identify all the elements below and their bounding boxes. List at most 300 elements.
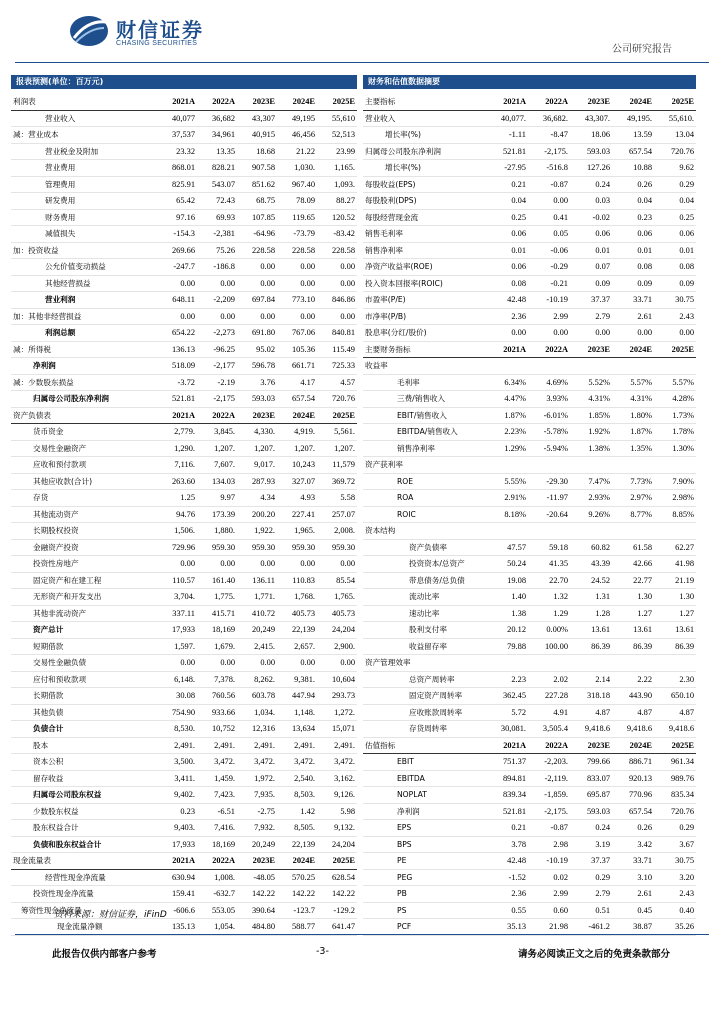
year-header: 2022A xyxy=(197,853,237,870)
table-row xyxy=(11,325,357,342)
table-cell: 7.73% xyxy=(612,473,654,490)
table-cell: 0.26 xyxy=(612,176,654,193)
row-label: 股利支付率 xyxy=(363,622,486,639)
table-cell: 0.09 xyxy=(612,275,654,292)
table-row xyxy=(363,622,696,639)
table-cell: 840.81 xyxy=(317,325,357,342)
table-cell: 0.23 xyxy=(157,803,197,820)
row-label: 资产管理效率 xyxy=(363,655,486,672)
table-row xyxy=(11,589,357,606)
table-row xyxy=(11,193,357,210)
table-cell: 630.94 xyxy=(157,869,197,886)
table-cell: 42.66 xyxy=(612,556,654,573)
table-cell: 2.23 xyxy=(486,671,528,688)
row-label: 公允价值变动损益 xyxy=(11,259,157,276)
table-row xyxy=(11,259,357,276)
year-header: 2022A xyxy=(528,94,570,110)
table-row xyxy=(363,440,696,457)
table-cell: 41.98 xyxy=(654,556,696,573)
table-cell: 97.16 xyxy=(157,209,197,226)
table-cell: -2,273 xyxy=(197,325,237,342)
row-label: 货币资金 xyxy=(11,424,157,441)
table-cell: -2,119. xyxy=(528,770,570,787)
table-cell: 257.07 xyxy=(317,506,357,523)
table-cell: 1.78% xyxy=(654,424,696,441)
table-cell: 0.01 xyxy=(486,242,528,259)
table-row xyxy=(11,787,357,804)
table-cell: 105.36 xyxy=(277,341,317,358)
table-row xyxy=(11,457,357,474)
table-cell: 1.35% xyxy=(612,440,654,457)
table-cell: 55,610. xyxy=(654,110,696,127)
row-label: 归属母公司股东权益 xyxy=(11,787,157,804)
row-label: PE xyxy=(363,853,486,870)
table-row xyxy=(11,556,357,573)
table-cell: 9,017. xyxy=(237,457,277,474)
table-cell: 7,116. xyxy=(157,457,197,474)
table-cell: -0.21 xyxy=(528,275,570,292)
table-row xyxy=(11,275,357,292)
table-cell: 3,472. xyxy=(237,754,277,771)
table-cell: 661.71 xyxy=(277,358,317,375)
row-label: 销售净利率 xyxy=(363,440,486,457)
table-row xyxy=(11,292,357,309)
row-label: 减：少数股东损益 xyxy=(11,374,157,391)
table-cell: 657.54 xyxy=(612,803,654,820)
row-label: 总资产周转率 xyxy=(363,671,486,688)
table-row xyxy=(11,754,357,771)
year-header: 2024E xyxy=(612,94,654,110)
table-row xyxy=(11,803,357,820)
table-cell: 7,607. xyxy=(197,457,237,474)
table-row xyxy=(11,424,357,441)
row-label: 金融资产投资 xyxy=(11,539,157,556)
table-cell: 0.06 xyxy=(486,259,528,276)
row-label: 增长率(%) xyxy=(363,160,486,177)
table-row xyxy=(11,440,357,457)
table-cell: 43,307. xyxy=(570,110,612,127)
year-header: 2024E xyxy=(612,737,654,754)
table-row xyxy=(363,688,696,705)
table-cell: 362.45 xyxy=(486,688,528,705)
forecast-table xyxy=(11,94,357,936)
table-row xyxy=(363,374,696,391)
table-cell: 0.00 xyxy=(237,655,277,672)
table-cell: -73.79 xyxy=(277,226,317,243)
table-cell: -186.8 xyxy=(197,259,237,276)
table-row xyxy=(11,605,357,622)
footer-disclaimer-right: 请务必阅读正文之后的免责条款部分 xyxy=(517,949,670,960)
table-cell: 2.61 xyxy=(612,308,654,325)
table-row xyxy=(363,572,696,589)
table-cell: 4.69% xyxy=(528,374,570,391)
table-cell: 3.20 xyxy=(654,869,696,886)
row-label: 其他经营损益 xyxy=(11,275,157,292)
table-cell: 1,880. xyxy=(197,523,237,540)
table-row xyxy=(363,490,696,507)
table-cell: 1,459. xyxy=(197,770,237,787)
table-cell: 0.45 xyxy=(612,902,654,919)
table-cell: 770.96 xyxy=(612,787,654,804)
table-cell: 907.58 xyxy=(237,160,277,177)
table-cell: 0.21 xyxy=(486,820,528,837)
row-label: 长期借款 xyxy=(11,688,157,705)
table-cell: 10.88 xyxy=(612,160,654,177)
table-cell: 1,207. xyxy=(277,440,317,457)
table-cell: 4.31% xyxy=(570,391,612,408)
table-cell: 4.87 xyxy=(654,704,696,721)
table-cell: 0.09 xyxy=(654,275,696,292)
table-cell: -8.47 xyxy=(528,127,570,144)
table-row xyxy=(363,275,696,292)
table-cell: 1,272. xyxy=(317,704,357,721)
table-cell: 4.93 xyxy=(277,490,317,507)
table-cell: -129.2 xyxy=(317,902,357,919)
table-cell: 754.90 xyxy=(157,704,197,721)
table-cell: 0.05 xyxy=(528,226,570,243)
table-row xyxy=(11,655,357,672)
table-cell: 1.28 xyxy=(570,605,612,622)
table-cell: 24,204 xyxy=(317,836,357,853)
table-cell: 22,139 xyxy=(277,622,317,639)
table-cell: 18.68 xyxy=(237,143,277,160)
table-cell: 1,207. xyxy=(237,440,277,457)
table-cell: 30.08 xyxy=(157,688,197,705)
table-cell: 0.24 xyxy=(570,176,612,193)
row-label: 固定资产和在建工程 xyxy=(11,572,157,589)
table-cell: 1.30 xyxy=(654,589,696,606)
table-cell: 1,008. xyxy=(197,869,237,886)
table-row xyxy=(11,160,357,177)
table-cell: 2,491. xyxy=(317,737,357,754)
row-label: EBIT xyxy=(363,754,486,771)
page-number: -3- xyxy=(316,946,329,957)
table-cell: 691.80 xyxy=(237,325,277,342)
year-header: 2023E xyxy=(237,407,277,424)
table-row xyxy=(11,209,357,226)
row-label: 加：投资收益 xyxy=(11,242,157,259)
table-cell: 894.81 xyxy=(486,770,528,787)
table-cell: 38.87 xyxy=(612,919,654,936)
table-cell: 43,307 xyxy=(237,110,277,127)
table-cell: 9,126. xyxy=(317,787,357,804)
table-cell: 69.93 xyxy=(197,209,237,226)
table-row xyxy=(11,671,357,688)
table-cell: 2,491. xyxy=(237,737,277,754)
table-cell: -2.19 xyxy=(197,374,237,391)
table-cell: 1.30% xyxy=(654,440,696,457)
table-row xyxy=(363,209,696,226)
table-cell xyxy=(528,457,570,474)
table-cell xyxy=(654,358,696,375)
table-cell: -606.6 xyxy=(157,902,197,919)
summary-panel xyxy=(363,75,696,936)
table-cell: 1.38 xyxy=(486,605,528,622)
table-cell: 0.00 xyxy=(277,308,317,325)
table-cell: 1.80% xyxy=(612,407,654,424)
table-cell xyxy=(612,523,654,540)
table-cell: 68.75 xyxy=(237,193,277,210)
table-cell: -0.06 xyxy=(528,242,570,259)
table-cell: 2,779. xyxy=(157,424,197,441)
table-cell: 650.10 xyxy=(654,688,696,705)
table-row xyxy=(363,902,696,919)
table-row xyxy=(363,886,696,903)
table-cell: 1,965. xyxy=(277,523,317,540)
table-cell: -1.11 xyxy=(486,127,528,144)
table-row xyxy=(11,836,357,853)
year-header: 2024E xyxy=(612,341,654,358)
year-header: 2022A xyxy=(528,341,570,358)
table-cell: 1.27 xyxy=(654,605,696,622)
table-cell: -10.19 xyxy=(528,853,570,870)
table-cell: 7,416. xyxy=(197,820,237,837)
table-cell: 767.06 xyxy=(277,325,317,342)
table-cell: 23.32 xyxy=(157,143,197,160)
table-cell: 2.79 xyxy=(570,886,612,903)
row-label: NOPLAT xyxy=(363,787,486,804)
section-label: 利润表 xyxy=(11,94,157,110)
table-cell: 5.52% xyxy=(570,374,612,391)
row-label: 长期股权投资 xyxy=(11,523,157,540)
year-header: 2021A xyxy=(486,94,528,110)
table-cell: 30,081. xyxy=(486,721,528,738)
table-cell: 35.26 xyxy=(654,919,696,936)
table-row xyxy=(363,556,696,573)
table-cell: 9,402. xyxy=(157,787,197,804)
table-row xyxy=(11,473,357,490)
table-cell: 173.39 xyxy=(197,506,237,523)
table-cell: 0.00 xyxy=(277,259,317,276)
table-cell: 41.35 xyxy=(528,556,570,573)
table-cell: 0.00 xyxy=(486,325,528,342)
table-cell: 36,682 xyxy=(197,110,237,127)
table-cell: 9,132. xyxy=(317,820,357,837)
table-cell: -247.7 xyxy=(157,259,197,276)
table-row xyxy=(363,407,696,424)
table-cell: 2,415. xyxy=(237,638,277,655)
table-cell: 7,378. xyxy=(197,671,237,688)
row-label: 营业利润 xyxy=(11,292,157,309)
table-cell: 159.41 xyxy=(157,886,197,903)
table-cell: 2.43 xyxy=(654,886,696,903)
table-cell: 0.00 xyxy=(197,308,237,325)
row-label: 管理费用 xyxy=(11,176,157,193)
table-cell: 8,503. xyxy=(277,787,317,804)
table-cell: 720.76 xyxy=(654,803,696,820)
row-label: 收益率 xyxy=(363,358,486,375)
table-cell: 657.54 xyxy=(612,143,654,160)
table-cell: 4,919. xyxy=(277,424,317,441)
row-label: ROE xyxy=(363,473,486,490)
table-cell: 2.30 xyxy=(654,671,696,688)
table-row xyxy=(11,490,357,507)
table-cell: 49,195. xyxy=(612,110,654,127)
table-cell: 0.29 xyxy=(654,176,696,193)
table-row xyxy=(11,308,357,325)
table-row xyxy=(11,737,357,754)
header-divider xyxy=(15,62,709,63)
row-label: BPS xyxy=(363,836,486,853)
row-label: 流动比率 xyxy=(363,589,486,606)
table-cell: 828.21 xyxy=(197,160,237,177)
table-cell xyxy=(486,457,528,474)
table-row xyxy=(11,820,357,837)
table-cell: 1,093. xyxy=(317,176,357,193)
table-cell: 7,932. xyxy=(237,820,277,837)
table-cell: 8.18% xyxy=(486,506,528,523)
row-label: PCF xyxy=(363,919,486,936)
table-cell: 20,249 xyxy=(237,836,277,853)
table-cell: 34,961 xyxy=(197,127,237,144)
table-cell: 4.87 xyxy=(612,704,654,721)
table-cell: 654.22 xyxy=(157,325,197,342)
table-cell: -5.78% xyxy=(528,424,570,441)
table-cell: 961.34 xyxy=(654,754,696,771)
row-label: 归属母公司股东净利润 xyxy=(363,143,486,160)
table-cell: 1.38% xyxy=(570,440,612,457)
table-cell: 4.57 xyxy=(317,374,357,391)
table-cell: 134.03 xyxy=(197,473,237,490)
table-cell: 42.48 xyxy=(486,292,528,309)
table-row xyxy=(363,671,696,688)
table-cell xyxy=(612,655,654,672)
table-cell: 641.47 xyxy=(317,919,357,936)
table-cell: 2,540. xyxy=(277,770,317,787)
table-row xyxy=(363,820,696,837)
table-cell: 570.25 xyxy=(277,869,317,886)
table-cell: 521.81 xyxy=(157,391,197,408)
table-cell: 7.47% xyxy=(570,473,612,490)
table-cell: -2,177 xyxy=(197,358,237,375)
table-cell: 1,148. xyxy=(277,704,317,721)
table-cell: 729.96 xyxy=(157,539,197,556)
table-cell: -2,209 xyxy=(197,292,237,309)
table-row xyxy=(363,506,696,523)
table-cell: 0.00 xyxy=(528,325,570,342)
table-cell: 61.58 xyxy=(612,539,654,556)
row-label: 经营性现金净流量 xyxy=(11,869,157,886)
table-cell: 0.00 xyxy=(277,655,317,672)
table-cell: 0.00 xyxy=(157,556,197,573)
table-cell: 3,472. xyxy=(197,754,237,771)
table-cell xyxy=(612,457,654,474)
table-cell: 5.55% xyxy=(486,473,528,490)
table-cell: 3,162. xyxy=(317,770,357,787)
table-cell: 0.01 xyxy=(570,242,612,259)
section-header-row xyxy=(11,407,357,424)
table-cell: 0.00 xyxy=(237,556,277,573)
table-cell: 0.06 xyxy=(612,226,654,243)
table-row xyxy=(363,655,696,672)
table-cell xyxy=(612,358,654,375)
table-cell: 773.10 xyxy=(277,292,317,309)
table-cell: 9.97 xyxy=(197,490,237,507)
table-cell: -2,203. xyxy=(528,754,570,771)
table-row xyxy=(363,721,696,738)
table-cell: -48.05 xyxy=(237,869,277,886)
table-cell: -3.72 xyxy=(157,374,197,391)
section-label: 资产负债表 xyxy=(11,407,157,424)
table-cell: 0.55 xyxy=(486,902,528,919)
table-cell: 0.00 xyxy=(612,325,654,342)
row-label: 营业费用 xyxy=(11,160,157,177)
table-cell: 37.37 xyxy=(570,853,612,870)
table-cell xyxy=(486,358,528,375)
table-cell: 1.30 xyxy=(612,589,654,606)
table-cell: 3,472. xyxy=(317,754,357,771)
table-row xyxy=(11,176,357,193)
table-cell: 2.91% xyxy=(486,490,528,507)
table-cell: 10,752 xyxy=(197,721,237,738)
summary-table xyxy=(363,94,696,936)
table-cell: 127.26 xyxy=(570,160,612,177)
table-cell: 959.30 xyxy=(277,539,317,556)
table-cell xyxy=(570,457,612,474)
table-cell: 1,922. xyxy=(237,523,277,540)
table-cell: 1,775. xyxy=(197,589,237,606)
table-cell: 0.09 xyxy=(570,275,612,292)
table-cell: 228.58 xyxy=(237,242,277,259)
row-label: 减：营业成本 xyxy=(11,127,157,144)
table-cell: 88.27 xyxy=(317,193,357,210)
table-cell: 835.34 xyxy=(654,787,696,804)
table-cell: 2.23% xyxy=(486,424,528,441)
table-cell: 142.22 xyxy=(277,886,317,903)
table-cell: -123.7 xyxy=(277,902,317,919)
table-cell: 20.12 xyxy=(486,622,528,639)
table-cell: 43.39 xyxy=(570,556,612,573)
row-label: 投资资本/总资产 xyxy=(363,556,486,573)
table-cell: 142.22 xyxy=(317,886,357,903)
table-cell: -632.7 xyxy=(197,886,237,903)
table-cell: 13.35 xyxy=(197,143,237,160)
table-cell: 967.40 xyxy=(277,176,317,193)
table-cell: 227.41 xyxy=(277,506,317,523)
table-cell: 1,030. xyxy=(277,160,317,177)
table-cell: 415.71 xyxy=(197,605,237,622)
table-cell: 86.39 xyxy=(612,638,654,655)
table-row xyxy=(363,193,696,210)
table-cell: 0.00 xyxy=(157,275,197,292)
year-header: 2023E xyxy=(570,94,612,110)
table-cell: 0.00 xyxy=(237,275,277,292)
table-cell: 4.34 xyxy=(237,490,277,507)
table-cell: 410.72 xyxy=(237,605,277,622)
table-cell: 94.76 xyxy=(157,506,197,523)
table-cell: 6.34% xyxy=(486,374,528,391)
table-cell xyxy=(570,358,612,375)
table-cell: 40,915 xyxy=(237,127,277,144)
table-cell: 60.82 xyxy=(570,539,612,556)
table-row xyxy=(11,226,357,243)
table-cell: 657.54 xyxy=(277,391,317,408)
table-cell: 1,972. xyxy=(237,770,277,787)
table-cell: 15,071 xyxy=(317,721,357,738)
table-cell xyxy=(654,457,696,474)
table-row xyxy=(11,886,357,903)
year-header: 2025E xyxy=(317,853,357,870)
table-cell: 228.58 xyxy=(277,242,317,259)
table-cell: 447.94 xyxy=(277,688,317,705)
row-label: 股本 xyxy=(11,737,157,754)
row-label: 应收和预付款项 xyxy=(11,457,157,474)
table-row xyxy=(363,754,696,771)
table-cell: -29.30 xyxy=(528,473,570,490)
table-row xyxy=(363,110,696,127)
row-label: 应付和预收款项 xyxy=(11,671,157,688)
table-cell: -2,381 xyxy=(197,226,237,243)
